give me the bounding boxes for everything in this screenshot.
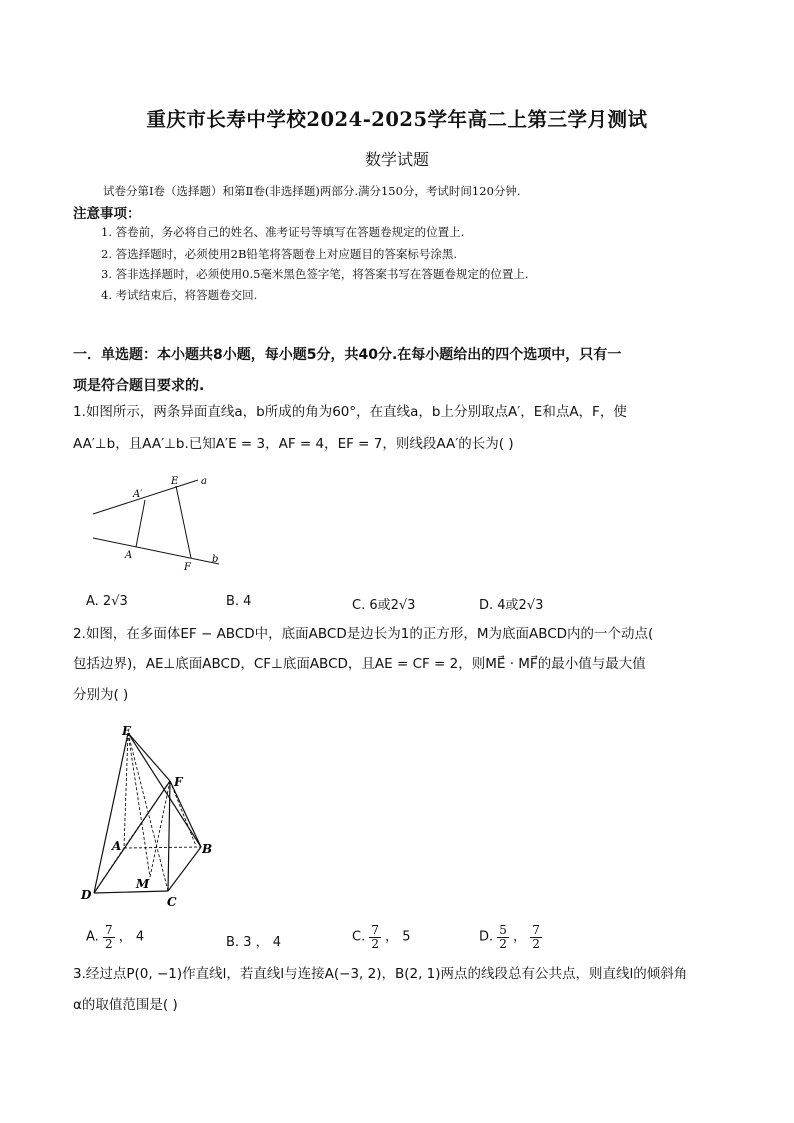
label-line-a: a — [201, 476, 207, 487]
q1-option-b: B. 4 — [226, 594, 252, 609]
segment-aa1 — [136, 500, 145, 547]
notice-item: 3. 答非选择题时，必须使用0.5毫米黑色签字笔，将答案书写在答题卷规定的位置上. — [101, 267, 529, 281]
notice-item: 4. 考试结束后，将答题卷交回. — [101, 288, 258, 302]
section-heading-line1: 一．单选题：本小题共8小题，每小题5分，共40分.在每小题给出的四个选项中，只有一 — [73, 347, 622, 363]
q2-stem-line2: 包括边界)，AE⊥底面ABCD，CF⊥底面ABCD，且AE = CF = 2，则ME⃗ · MF⃗的最小值与最大值 — [73, 656, 646, 672]
q1-stem-line1: 1.如图所示，两条异面直线a，b所成的角为60°，在直线a，b上分别取点A′，E和点A，F，使 — [73, 404, 627, 420]
fraction: $\frac{7}{2}$ — [532, 923, 540, 951]
q2-option-d: D. $\frac{5}{2}$ ， $\frac{7}{2}$ — [479, 923, 540, 951]
q2-stem-line1: 2.如图，在多面体EF − ABCD中，底面ABCD是边长为1的正方形，M为底面ABCD内的一个动点( — [73, 626, 654, 642]
fraction: $\frac{7}{2}$ — [104, 923, 113, 951]
paper-subtitle: 数学试题 — [364, 150, 429, 169]
q2-option-c: C. $\frac{7}{2}$ ， 5 — [352, 923, 411, 951]
q2-option-b: B. 3 ， 4 — [226, 935, 282, 950]
line-b — [93, 538, 219, 564]
q1-option-d: D. 4或2√3 — [479, 598, 544, 613]
paper-title: 重庆市长寿中学校2024-2025学年高二上第三学月测试 — [146, 108, 648, 131]
notice-heading: 注意事项： — [73, 206, 141, 222]
label-a-prime: A′ — [133, 489, 143, 500]
q1-option-c: C. 6或2√3 — [352, 598, 416, 613]
section-heading-line2: 项是符合题目要求的. — [73, 378, 205, 394]
paper-intro: 试卷分第Ⅰ卷（选择题）和第Ⅱ卷(非选择题)两部分.满分150分，考试时间120分钟. — [103, 184, 521, 198]
segment-ef — [176, 486, 191, 558]
label-e: E — [122, 724, 132, 738]
label-d: D — [81, 888, 92, 902]
q2-stem-line3: 分别为( ) — [73, 687, 129, 703]
q1-figure — [85, 470, 235, 575]
label-e: E — [171, 476, 179, 487]
label-point-a: A — [125, 550, 133, 561]
label-line-b: b — [212, 554, 219, 565]
label-b: B — [202, 842, 213, 856]
notice-item: 1. 答卷前，务必将自己的姓名、准考证号等填写在答题卷规定的位置上. — [101, 225, 465, 239]
label-m: M — [136, 877, 150, 891]
fraction: $\frac{5}{2}$ — [499, 923, 507, 951]
q2-option-a: A. $\frac{7}{2}$ ， 4 — [86, 923, 145, 951]
label-a: A — [112, 839, 122, 853]
q1-option-a: A. 2√3 — [86, 594, 128, 609]
fraction: $\frac{7}{2}$ — [371, 923, 379, 951]
q1-stem-line2: AA′⊥b，且AA′⊥b.已知A′E = 3，AF = 4，EF = 7，则线段AA′的长为( ) — [73, 436, 514, 452]
line-a — [93, 480, 198, 514]
notice-item: 2. 答选择题时，必须使用2B铅笔将答题卷上对应题目的答案标号涂黑. — [101, 247, 458, 261]
q3-stem-line2: α的取值范围是( ) — [73, 997, 178, 1013]
label-f: F — [174, 775, 183, 789]
q3-stem-line1: 3.经过点P(0, −1)作直线l，若直线l与连接A(−3, 2)，B(2, 1)两点的线段总有公共点，则直线l的倾斜角 — [73, 966, 688, 982]
q2-figure — [72, 720, 222, 910]
label-f: F — [184, 562, 191, 573]
label-c: C — [167, 895, 177, 909]
